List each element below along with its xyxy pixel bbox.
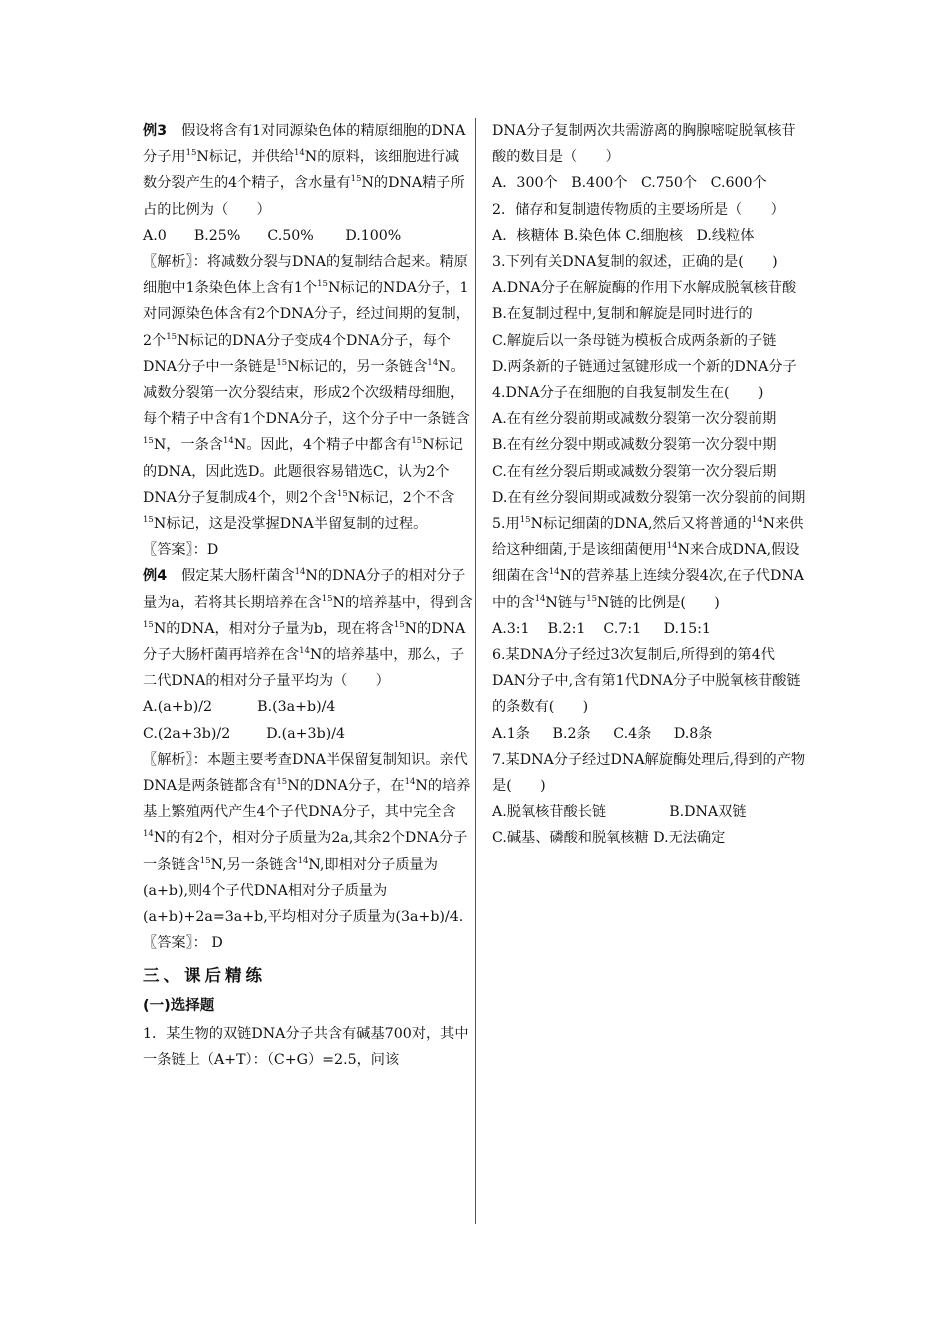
question-4-option-c: C.在有丝分裂后期或减数分裂第一次分裂后期 bbox=[492, 463, 777, 480]
question-3-option-a: A.DNA分子在解旋酶的作用下水解成脱氧核苷酸 bbox=[492, 280, 797, 297]
example-4-analysis: 〖解析〗：本题主要考查DNA半保留复制知识。亲代DNA是两条链都含有$^{15}$N的DNA分子，在$^{14}$N的培养基上繁殖两代产生4个子代DNA分子，其中完全含$^{14}$N的有2个，相对分子质量为2a,其余2个DNA分子一条链含$^{15}$N,另一条链含$^{14}$N,即相对分子质量为(a+b),则4个子代DNA相对分子质量为(a+b)+2a=3a+b,平均相对分子质量为(3a+b)/4. bbox=[143, 751, 471, 926]
question-6-options: A.1条 B.2条 C.4条 D.8条 bbox=[492, 725, 713, 742]
question-6: 6.某DNA分子经过3次复制后,所得到的第4代DAN分子中,含有第1代DNA分子中脱氧核苷酸链的条数有( ) bbox=[492, 647, 801, 716]
question-7-options-row-2: C.碱基、磷酸和脱氧核糖 D.无法确定 bbox=[492, 830, 726, 847]
example-4-options-row-1: A.(a+b)/2 B.(3a+b)/4 bbox=[143, 699, 336, 716]
section-title: 三、课后精练 bbox=[143, 965, 266, 985]
question-2-options: A．核糖体 B.染色体 C.细胞核 D.线粒体 bbox=[492, 227, 755, 244]
left-column bbox=[143, 118, 473, 1073]
question-3-option-b: B.在复制过程中,复制和解旋是同时进行的 bbox=[492, 306, 753, 323]
question-4-option-b: B.在有丝分裂中期或减数分裂第一次分裂中期 bbox=[492, 437, 777, 454]
example-4-question: 例4 假定某大肠杆菌含$^{14}$N的DNA分子的相对分子量为a，若将其长期培养在含$^{15}$N的培养基中，得到含$^{15}$N的DNA，相对分子量为b，现在将含$^{15}$N的DNA分子大肠杆菌再培养在含$^{14}$N的培养基中，那么，子二代DNA的相对分子量平均为（ ） bbox=[143, 567, 473, 690]
question-5-options: A.3:1 B.2:1 C.7:1 D.15:1 bbox=[492, 620, 711, 637]
question-1-part-2: DNA分子复制两次共需游离的胸腺嘧啶脱氧核苷酸的数目是（ ） bbox=[492, 123, 796, 166]
question-7-options-row-1: A.脱氧核苷酸长链 B.DNA双链 bbox=[492, 804, 747, 821]
right-column bbox=[492, 118, 808, 852]
example-3-analysis: 〖解析〗：将减数分裂与DNA的复制结合起来。精原细胞中1条染色体上含有1个$^{15}$N标记的NDA分子，1对同源染色体含有2个DNA分子，经过间期的复制，2个$^{15}$N标记的DNA分子变成4个DNA分子，每个DNA分子中一条链是$^{15}$N标记的，另一条链含$^{14}$N。减数分裂第一次分裂结束，形成2个次级精母细胞，每个精子中含有1个DNA分子，这个分子中一条链含$^{15}$N，一条含$^{14}$N。因此，4个精子中都含有$^{15}$N标记的DNA，因此选D。此题很容易错选C，认为2个DNA分子复制成4个，则2个含$^{15}$N标记，2个不含$^{15}$N标记，这是没掌握DNA半留复制的过程。 bbox=[143, 254, 470, 533]
example-4-answer: 〖答案〗： D bbox=[143, 935, 223, 952]
question-3-option-d: D.两条新的子链通过氢键形成一个新的DNA分子 bbox=[492, 358, 797, 375]
example-3-options: A.0 B.25% C.50% D.100% bbox=[143, 227, 402, 244]
example-3-question: 例3 假设将含有1对同源染色体的精原细胞的DNA分子用$^{15}$N标记，并供给$^{14}$N的原料，该细胞进行减数分裂产生的4个精子，含水量有$^{15}$N的DNA精子所占的比例为（ ） bbox=[143, 123, 466, 218]
question-7: 7.某DNA分子经过DNA解旋酶处理后,得到的产物是( ) bbox=[492, 751, 806, 795]
question-2: 2．储存和复制遗传物质的主要场所是（ ） bbox=[492, 201, 785, 218]
subsection-title: (一)选择题 bbox=[143, 997, 215, 1014]
question-3: 3.下列有关DNA复制的叙述，正确的是( ) bbox=[492, 254, 778, 271]
example-3-label: 例3 bbox=[143, 123, 168, 139]
question-1-options: A．300个 B.400个 C.750个 C.600个 bbox=[492, 175, 767, 192]
question-3-option-c: C.解旋后以一条母链为模板合成两条新的子链 bbox=[492, 332, 777, 349]
question-4: 4.DNA分子在细胞的自我复制发生在( ) bbox=[492, 385, 764, 402]
question-4-option-a: A.在有丝分裂前期或减数分裂第一次分裂前期 bbox=[492, 411, 777, 428]
column-divider bbox=[475, 118, 476, 1224]
question-5: 5.用$^{15}$N标记细菌的DNA,然后又将普通的$^{14}$N来供给这种细菌,于是该细菌便用$^{14}$N来合成DNA,假设细菌在含$^{14}$N的营养基上连续分裂4次,在子代DNA中的含$^{14}$N链与$^{15}$N链的比例是( ) bbox=[492, 515, 805, 611]
example-3-answer: 〖答案〗：D bbox=[143, 542, 219, 559]
example-4-options-row-2: C.(2a+3b)/2 D.(a+3b)/4 bbox=[143, 725, 346, 742]
question-1-part-1: 1．某生物的双链DNA分子共含有碱基700对，其中一条链上（A+T）：（C+G）=2.5，问该 bbox=[143, 1025, 469, 1068]
question-4-option-d: D.在有丝分裂间期或减数分裂第一次分裂前的间期 bbox=[492, 489, 806, 506]
example-4-label: 例4 bbox=[143, 568, 168, 585]
